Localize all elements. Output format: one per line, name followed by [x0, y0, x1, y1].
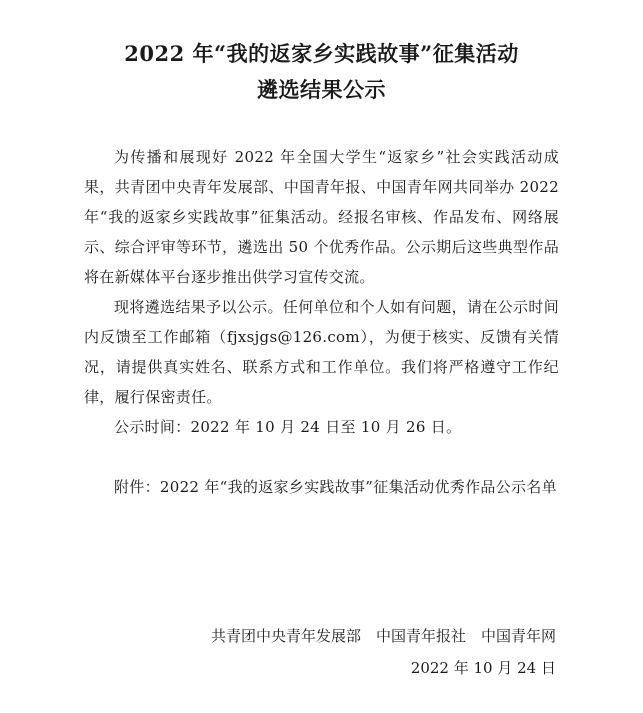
signature-organizations: 共青团中央青年发展部 中国青年报社 中国青年网: [210, 627, 556, 645]
paragraph-notice: 现将遴选结果予以公示。任何单位和个人如有问题，请在公示时间内反馈至工作邮箱（fjxsjgs@126.com），为便于核实、反馈有关情况，请提供真实姓名、联系方式和工作单位。我们将严格遵守工作纪律，履行保密责任。: [84, 298, 559, 406]
spacer: [84, 442, 559, 472]
paragraph-period: 公示时间：2022 年 10 月 24 日至 10 月 26 日。: [114, 418, 462, 436]
paragraph-attachment: 附件：2022 年“我的返家乡实践故事”征集活动优秀作品公示名单: [114, 478, 557, 496]
document-title-line2: 遴选结果公示: [257, 77, 386, 102]
document-title-line1: 2022 年“我的返家乡实践故事”征集活动: [124, 41, 519, 66]
signature-block: [211, 620, 556, 684]
paragraph-intro: 为传播和展现好 2022 年全国大学生“返家乡”社会实践活动成果，共青团中央青年发展部、中国青年报、中国青年网共同举办 2022 年“我的返家乡实践故事”征集活动。经报名审核、作品发布、网络展示、综合评审等环节，遴选出 50 个优秀作品。公示期后这些典型作品将在新媒体平台逐步推出供学习宣传交流。: [84, 148, 559, 286]
title-block: [84, 36, 559, 108]
signature-date: 2022 年 10 月 24 日: [410, 659, 556, 677]
